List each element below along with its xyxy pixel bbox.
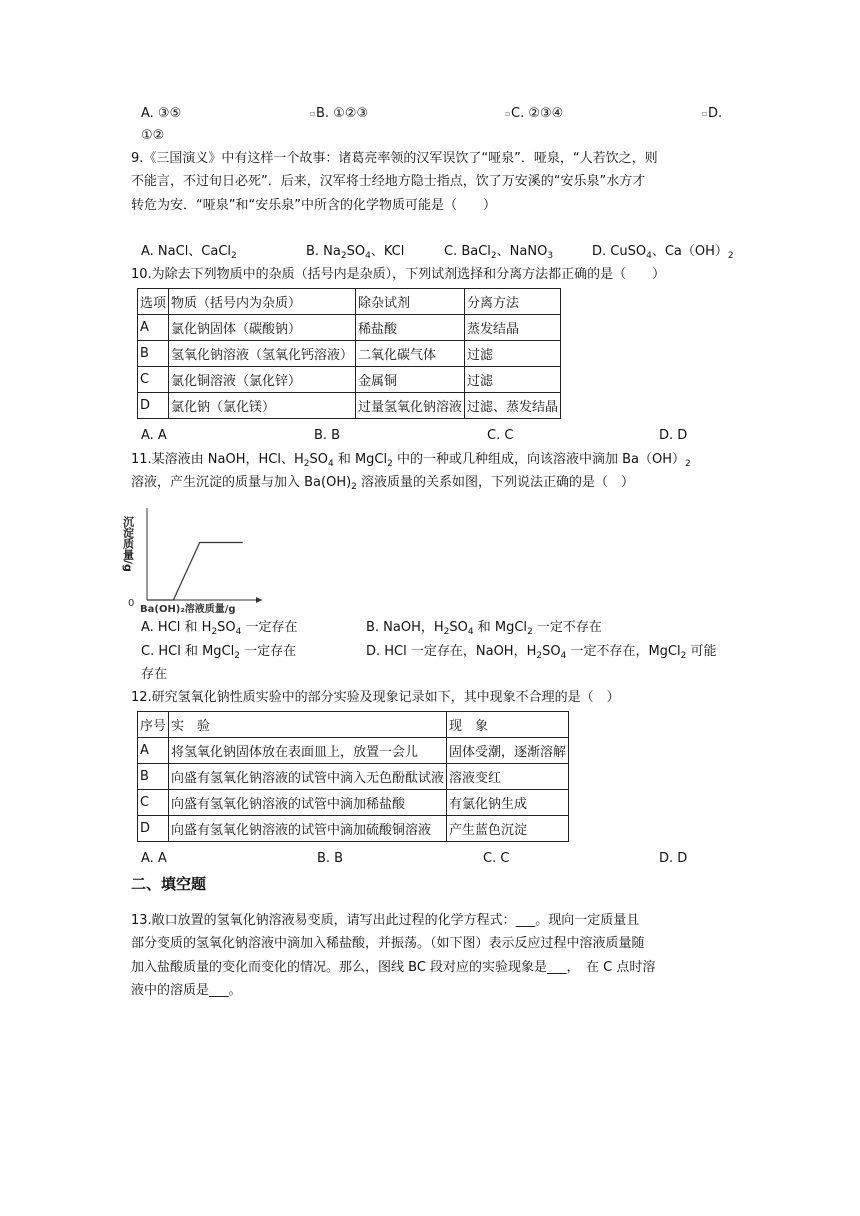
q13-line-2: 部分变质的氢氧化钠溶液中滴加入稀盐酸，并振荡。（如下图）表示反应过程中溶液质量随 — [131, 936, 645, 951]
table-cell: B — [138, 341, 169, 367]
q9-option-d: D. CuSO$_4$、$Ca(OH)_2$ — [592, 244, 734, 261]
option-marker: ▫ — [505, 109, 511, 118]
q11-option-c: C. HCl 和 MgCl$_2$ 一定存在 — [141, 644, 297, 661]
q12-stem: 12.研究氢氧化钠性质实验中的部分实验及现象记录如下，其中现象不合理的是（ ） — [131, 690, 620, 705]
q13-line-3: 加入盐酸质量的变化而变化的情况。那么，图线 BC 段对应的实验现象是___， 在 C 点时溶 — [131, 960, 656, 975]
table-header-cell: 现 象 — [447, 712, 569, 738]
q8-option-d: D. — [708, 106, 723, 121]
y-axis-label: 沉淀质量/g — [121, 516, 135, 572]
q11-stem-line-1: 11.某溶液由 NaOH，HCl、$H_2SO_4$ 和 MgCl$_2$ 中的一种或几种组成，向该溶液中滴加 $Ba(OH)_2$ — [131, 452, 691, 469]
q11-chart — [121, 500, 268, 615]
table-cell: C — [138, 790, 169, 816]
table-cell: C — [138, 367, 169, 393]
table-cell: 氢氧化钠溶液（氢氧化钙溶液） — [169, 341, 356, 367]
q12-table — [137, 711, 569, 842]
series-line — [147, 543, 243, 601]
table-row — [138, 341, 561, 367]
q11-option-d-cont: 存在 — [141, 667, 168, 682]
table-header-row — [138, 289, 561, 315]
table-header-cell: 序号 — [138, 712, 169, 738]
table-header-cell: 分离方法 — [465, 289, 561, 315]
x-axis-arrow — [256, 597, 262, 603]
table-cell: 金属铜 — [356, 367, 465, 393]
table-cell: 产生蓝色沉淀 — [447, 816, 569, 842]
q10-option-a: A. A — [141, 428, 167, 443]
table-cell: 二氧化碳气体 — [356, 341, 465, 367]
section-heading: 二、填空题 — [131, 875, 207, 893]
q11-stem-line-2: 溶液，产生沉淀的质量与加入 $Ba(OH)_2$ 溶液质量的关系如图，下列说法正确的是（ ） — [131, 475, 635, 492]
q12-option-d: D. D — [659, 851, 688, 866]
q13-line-1: 13.敞口放置的氢氧化钠溶液易变质，请写出此过程的化学方程式：___。现向一定质量且 — [131, 913, 640, 928]
option-marker: ▫ — [310, 109, 316, 118]
q9-option-b: B. $Na_2SO_4$、KCl — [306, 244, 405, 261]
table-cell: 向盛有氢氧化钠溶液的试管中滴入无色酚酞试液 — [169, 764, 447, 790]
table-cell: 氯化钠固体（碳酸钠） — [169, 315, 356, 341]
table-cell: 过滤 — [465, 341, 561, 367]
table-header-cell: 实 验 — [169, 712, 447, 738]
q10-stem: 10.为除去下列物质中的杂质（括号内是杂质），下列试剂选择和分离方法都正确的是（ ） — [131, 267, 666, 282]
table-cell: 过量氢氧化钠溶液 — [356, 393, 465, 419]
table-header-cell: 物质（括号内为杂质） — [169, 289, 356, 315]
q11-option-d: D. HCl 一定存在，NaOH，$H_2SO_4$ 一定不存在，MgCl$_2$ 可能 — [366, 644, 717, 661]
table-cell: 有氯化钠生成 — [447, 790, 569, 816]
answer-blank: ___ — [547, 960, 567, 975]
q12-option-c: C. C — [483, 851, 510, 866]
table-cell: 溶液变红 — [447, 764, 569, 790]
q10-option-c: C. C — [487, 428, 514, 443]
answer-blank: ___ — [209, 983, 229, 998]
table-cell: 向盛有氢氧化钠溶液的试管中滴加稀盐酸 — [169, 790, 447, 816]
option-marker: ▫ — [702, 109, 708, 118]
q8-option-c: C. ②③④ — [511, 106, 564, 121]
table-cell: 蒸发结晶 — [465, 315, 561, 341]
table-cell: 氯化铜溶液（氯化锌） — [169, 367, 356, 393]
q9-stem-line-1: 9.《三国演义》中有这样一个故事：诸葛亮率领的汉军误饮了“哑泉”．哑泉，“人若饮之，则 — [131, 151, 658, 166]
q8-option-b: B. ①②③ — [316, 106, 369, 121]
table-cell: D — [138, 393, 169, 419]
table-cell: 固体受潮，逐渐溶解 — [447, 738, 569, 764]
table-row — [138, 816, 569, 842]
origin-label: 0 — [128, 598, 135, 609]
q9-option-c: C. BaCl$_2$、NaNO$_3$ — [444, 244, 554, 261]
table-cell: 向盛有氢氧化钠溶液的试管中滴加硫酸铜溶液 — [169, 816, 447, 842]
table-row — [138, 790, 569, 816]
q12-option-a: A. A — [141, 851, 167, 866]
q9-stem-line-2: 不能言，不过旬日必死”．后来，汉军将士经地方隐士指点，饮了万安溪的“安乐泉”水方才 — [131, 174, 646, 189]
table-row — [138, 315, 561, 341]
table-cell: 稀盐酸 — [356, 315, 465, 341]
q11-option-b: B. NaOH，$H_2SO_4$ 和 MgCl$_2$ 一定不存在 — [366, 620, 602, 637]
q10-option-d: D. D — [659, 428, 688, 443]
x-axis-label: Ba(OH)₂溶液质量/g — [140, 604, 236, 615]
table-cell: 过滤、蒸发结晶 — [465, 393, 561, 419]
q13-line-4: 液中的溶质是___。 — [131, 983, 242, 998]
answer-blank: ___ — [515, 913, 536, 928]
q10-table — [137, 288, 561, 419]
q8-option-a: A. ③⑤ — [141, 106, 182, 121]
table-cell: A — [138, 738, 169, 764]
table-cell: D — [138, 816, 169, 842]
table-header-row — [138, 712, 569, 738]
q12-option-b: B. B — [317, 851, 344, 866]
q8-option-d-cont: ①② — [141, 128, 165, 143]
table-cell: 氯化钠（氯化镁） — [169, 393, 356, 419]
q10-option-b: B. B — [314, 428, 341, 443]
table-cell: 将氢氧化钠固体放在表面皿上，放置一会儿 — [169, 738, 447, 764]
q9-option-a: A. NaCl、CaCl$_2$ — [141, 244, 237, 261]
table-cell: 过滤 — [465, 367, 561, 393]
table-row — [138, 764, 569, 790]
table-header-cell: 除杂试剂 — [356, 289, 465, 315]
table-row — [138, 738, 569, 764]
table-cell: B — [138, 764, 169, 790]
table-header-cell: 选项 — [138, 289, 169, 315]
q9-stem-line-3: 转危为安．“哑泉”和“安乐泉”中所含的化学物质可能是（ ） — [131, 198, 496, 213]
table-row — [138, 393, 561, 419]
table-cell: A — [138, 315, 169, 341]
q11-option-a: A. HCl 和 $H_2SO_4$ 一定存在 — [141, 620, 298, 637]
table-row — [138, 367, 561, 393]
